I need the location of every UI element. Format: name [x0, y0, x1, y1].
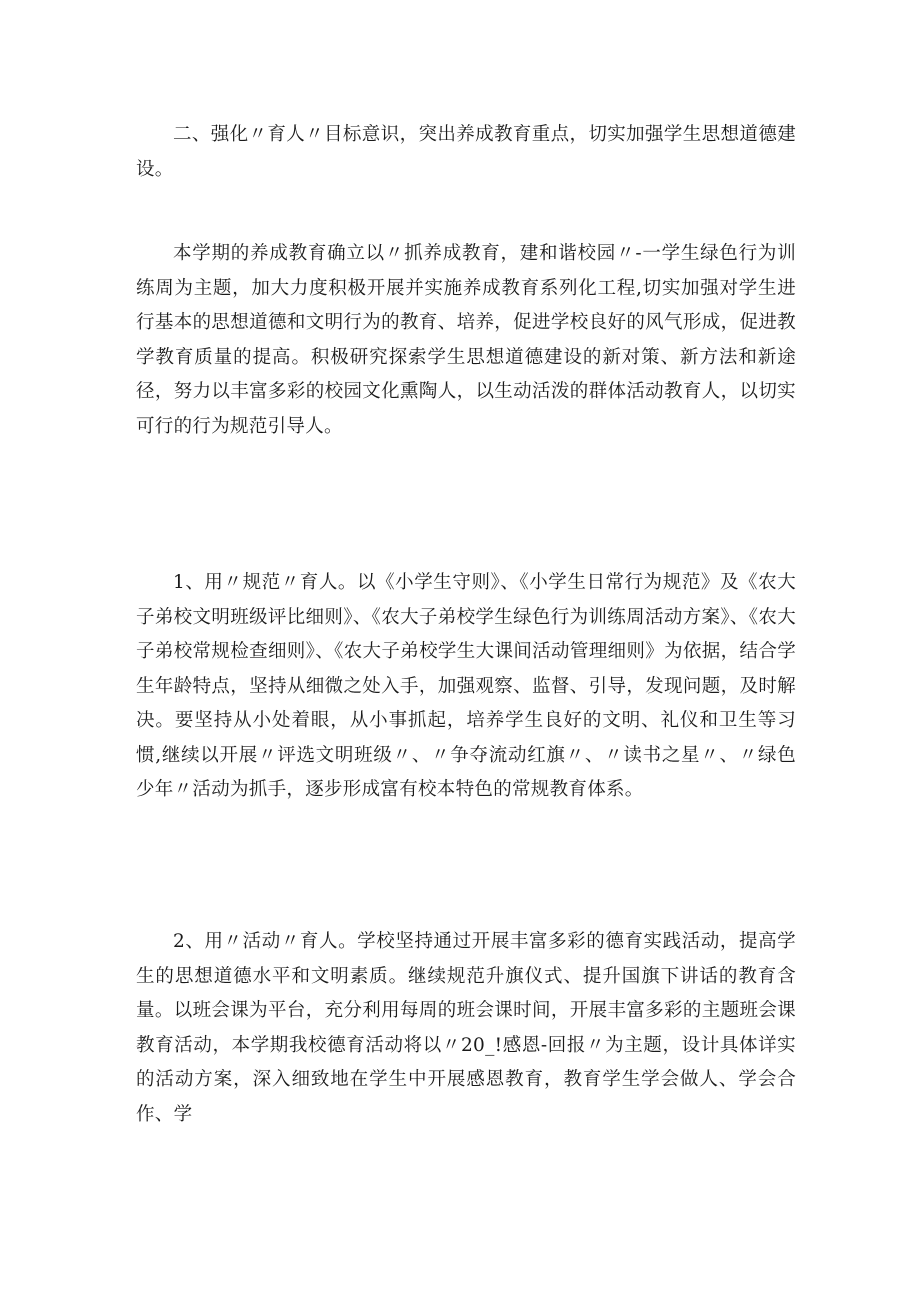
norms-education-paragraph: 1、用〃规范〃育人。以《小学生守则》、《小学生日常行为规范》及《农大子弟校文明班级评比细则》、《农大子弟校学生绿色行为训练周活动方案》、《农大子弟校常规检查细则》、《农大子弟校学生大课间活动管理细则》为依据，结合学生年龄特点，坚持从细微之处入手，加强观察、监督、引导，发现问题，及时解决。要坚持从小处着眼，从小事抓起，培养学生良好的文明、礼仪和卫生等习惯,继续以开展〃评选文明班级〃、〃争夺流动红旗〃、〃读书之星〃、〃绿色少年〃活动为抓手，逐步形成富有校本特色的常规教育体系。: [136, 572, 796, 800]
intro-paragraph: 本学期的养成教育确立以〃抓养成教育，建和谐校园〃-一学生绿色行为训练周为主题，加大力度积极开展并实施养成教育系列化工程,切实加强对学生进行基本的思想道德和文明行为的教育、培养，促进学校良好的风气形成，促进教学教育质量的提高。积极研究探索学生思想道德建设的新对策、新方法和新途径，努力以丰富多彩的校园文化熏陶人，以生动活泼的群体活动教育人，以切实可行的行为规范引导人。: [136, 243, 796, 437]
activities-education-paragraph: 2、用〃活动〃育人。学校坚持通过开展丰富多彩的德育实践活动，提高学生的思想道德水平和文明素质。继续规范升旗仪式、提升国旗下讲话的教育含量。以班会课为平台，充分利用每周的班会课时间，开展丰富多彩的主题班会课教育活动，本学期我校德育活动将以〃20_!感恩-回报〃为主题，设计具体详实的活动方案，深入细致地在学生中开展感恩教育，教育学生学会做人、学会合作、学: [136, 931, 796, 1125]
section-heading-paragraph: 二、强化〃育人〃目标意识，突出养成教育重点，切实加强学生思想道德建设。: [136, 124, 796, 180]
